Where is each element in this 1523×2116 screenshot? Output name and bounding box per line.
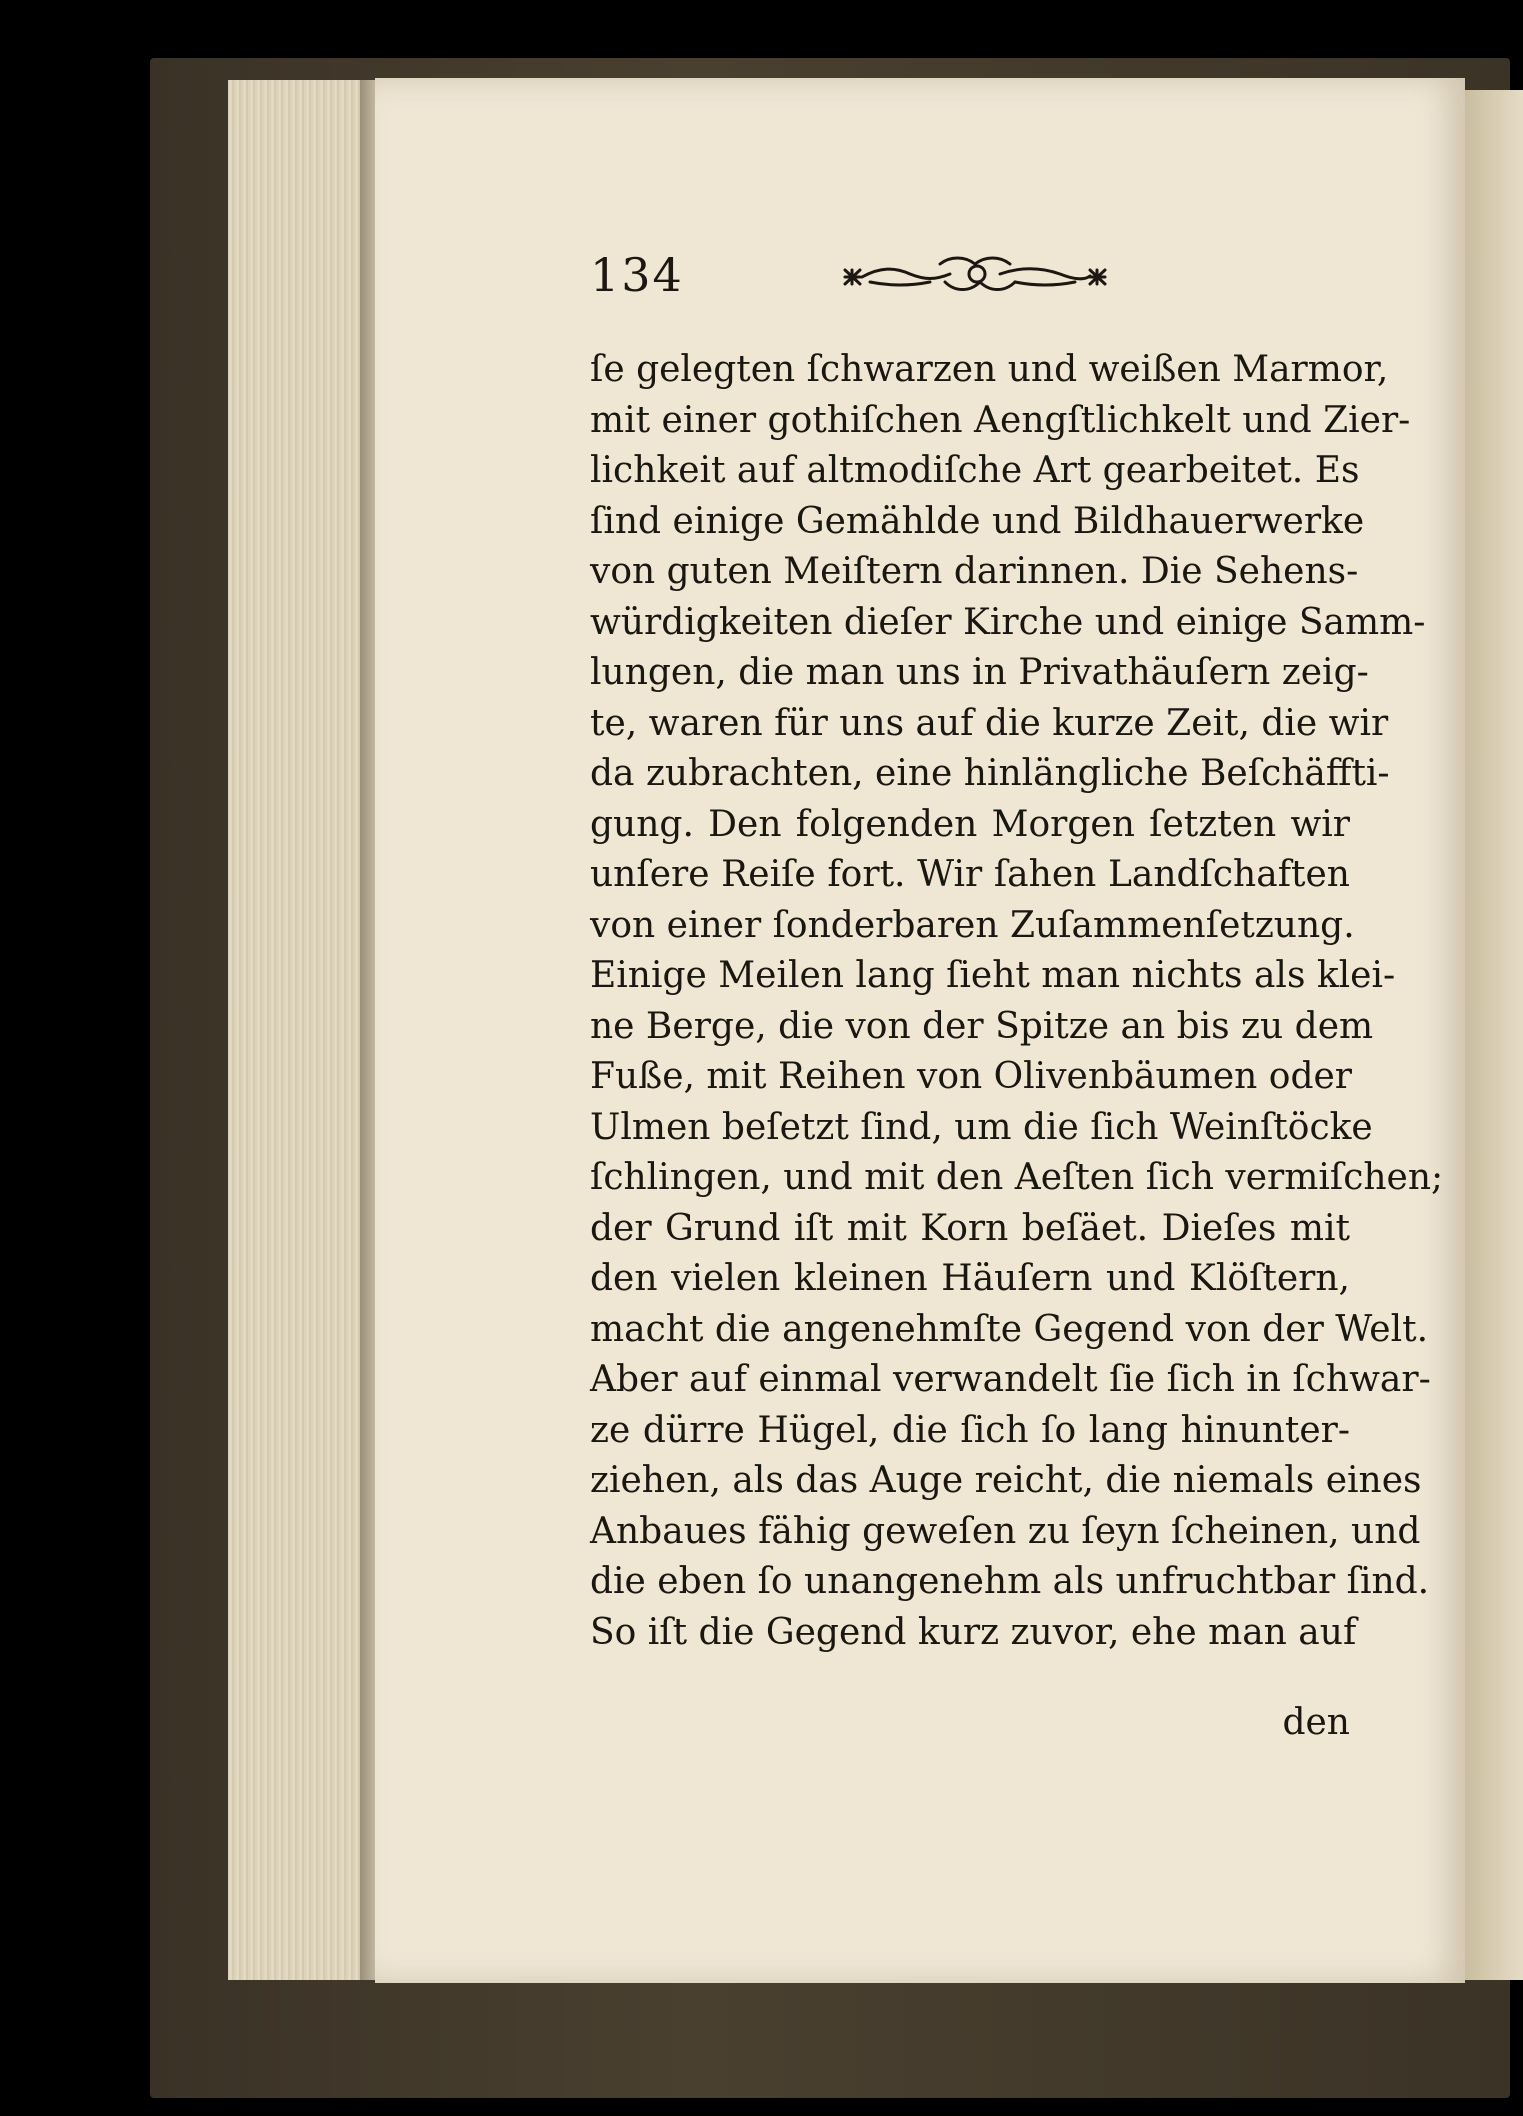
- page-number: 134: [590, 248, 684, 302]
- text-line: da zubrachten, eine hinlängliche Beſchäffti-: [590, 753, 1390, 794]
- page-edges: [228, 80, 374, 1980]
- body-text: [590, 345, 1444, 1658]
- text-line: macht die angenehmſte Gegend von der Welt.: [590, 1308, 1429, 1350]
- text-line: ziehen, als das Auge reicht, die niemals eines: [590, 1460, 1422, 1501]
- text-line: würdigkeiten dieſer Kirche und einige Samm-: [590, 601, 1426, 643]
- catchword: den: [1282, 1702, 1350, 1743]
- text-line: Fuße, mit Reihen von Olivenbäumen oder: [590, 1056, 1353, 1097]
- text-line: der Grund iſt mit Korn beſäet. Dieſes mit: [590, 1207, 1350, 1249]
- text-line: von guten Meiſtern darinnen. Die Sehens-: [590, 551, 1359, 592]
- text-line: Anbaues fähig geweſen zu ſeyn ſcheinen, und: [590, 1510, 1421, 1552]
- text-line: Einige Meilen lang ſieht man nichts als klei-: [590, 955, 1396, 996]
- text-line: mit einer gothiſchen Aengſtlichkelt und Zier-: [590, 399, 1411, 441]
- page-header: [590, 248, 1130, 308]
- text-line: So iſt die Gegend kurz zuvor, ehe man auf: [590, 1611, 1357, 1653]
- text-line: ſe gelegten ſchwarzen und weißen Marmor,: [590, 349, 1389, 390]
- text-line: lungen, die man uns in Privathäuſern zeig-: [590, 652, 1369, 693]
- text-line: gung. Den folgenden Morgen ſetzten wir: [590, 803, 1350, 845]
- text-line: ze dürre Hügel, die ſich ſo lang hinunter-: [590, 1409, 1350, 1451]
- text-line: von einer ſonderbaren Zuſammenſetzung.: [590, 904, 1355, 946]
- text-line: lichkeit auf altmodiſche Art gearbeitet. Es: [590, 450, 1360, 491]
- next-page-edge: [1462, 90, 1523, 1980]
- text-line: den vielen kleinen Häuſern und Klöſtern,: [590, 1258, 1350, 1299]
- text-line: Aber auf einmal verwandelt ſie ſich in ſchwar-: [590, 1359, 1431, 1400]
- text-line: die eben ſo unangenehm als unfruchtbar ſind.: [590, 1561, 1430, 1602]
- text-line: unſere Reiſe fort. Wir ſahen Landſchaften: [590, 854, 1350, 895]
- decorative-ornament-icon: [840, 252, 1110, 302]
- text-line: ſchlingen, und mit den Aeſten ſich vermiſchen;: [590, 1157, 1444, 1198]
- text-line: Ulmen beſetzt ſind, um die ſich Weinſtöcke: [590, 1106, 1373, 1148]
- text-line: ne Berge, die von der Spitze an bis zu dem: [590, 1005, 1374, 1047]
- text-line: ſind einige Gemählde und Bildhauerwerke: [590, 500, 1365, 542]
- text-line: te, waren für uns auf die kurze Zeit, die wir: [590, 702, 1389, 744]
